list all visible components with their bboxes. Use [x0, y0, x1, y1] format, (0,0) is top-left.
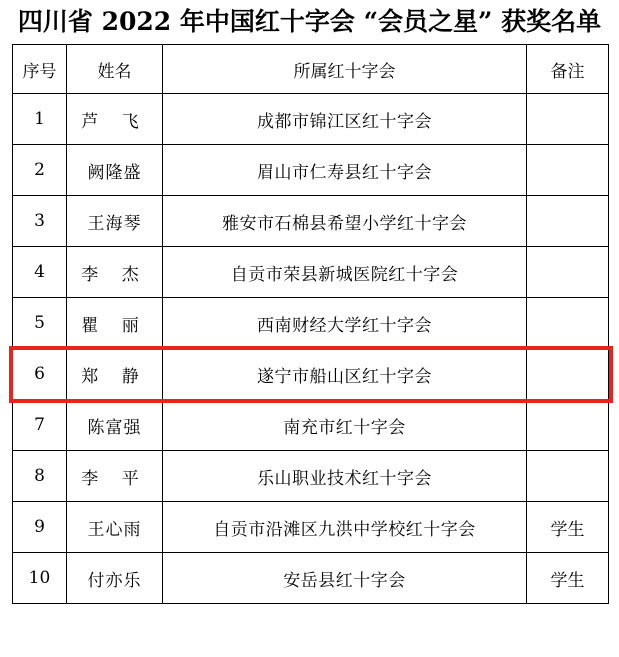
table-row — [13, 196, 609, 247]
table-row — [13, 553, 609, 604]
cell-name: 陈富强 — [67, 400, 163, 451]
column-header-org: 所属红十字会 — [163, 45, 527, 94]
column-header-name: 姓名 — [67, 45, 163, 94]
cell-name: 付亦乐 — [67, 553, 163, 604]
cell-no: 5 — [13, 298, 67, 349]
cell-name: 芦 飞 — [67, 94, 163, 145]
cell-name: 郑 静 — [67, 349, 163, 400]
cell-name: 王心雨 — [67, 502, 163, 553]
cell-note — [527, 451, 609, 502]
table-row — [13, 298, 609, 349]
page-title: 四川省 2022 年中国红十字会 “会员之星” 获奖名单 — [17, 7, 602, 36]
cell-note — [527, 196, 609, 247]
cell-note — [527, 94, 609, 145]
table-row — [13, 247, 609, 298]
cell-org: 自贡市沿滩区九洪中学校红十字会 — [163, 502, 527, 553]
table-row — [13, 451, 609, 502]
cell-org: 自贡市荣县新城医院红十字会 — [163, 247, 527, 298]
cell-org: 西南财经大学红十字会 — [163, 298, 527, 349]
cell-note: 学生 — [527, 502, 609, 553]
column-header-note: 备注 — [527, 45, 609, 94]
table-header-row — [13, 45, 609, 94]
cell-note — [527, 400, 609, 451]
table-row — [13, 94, 609, 145]
cell-name: 李 平 — [67, 451, 163, 502]
table-row — [13, 400, 609, 451]
cell-no: 10 — [13, 553, 67, 604]
table-row-highlighted — [13, 349, 609, 400]
cell-org: 雅安市石棉县希望小学红十字会 — [163, 196, 527, 247]
cell-name: 李 杰 — [67, 247, 163, 298]
cell-no: 3 — [13, 196, 67, 247]
cell-no: 4 — [13, 247, 67, 298]
cell-no: 7 — [13, 400, 67, 451]
cell-no: 2 — [13, 145, 67, 196]
cell-org: 安岳县红十字会 — [163, 553, 527, 604]
table-row — [13, 145, 609, 196]
cell-note — [527, 145, 609, 196]
cell-no: 8 — [13, 451, 67, 502]
cell-note — [527, 247, 609, 298]
cell-note — [527, 298, 609, 349]
document-page — [0, 6, 619, 657]
award-table — [12, 44, 609, 604]
table-row — [13, 502, 609, 553]
cell-no: 9 — [13, 502, 67, 553]
cell-note — [527, 349, 609, 400]
cell-org: 成都市锦江区红十字会 — [163, 94, 527, 145]
award-table-container — [12, 44, 609, 604]
cell-no: 6 — [13, 349, 67, 400]
cell-org: 眉山市仁寿县红十字会 — [163, 145, 527, 196]
cell-no: 1 — [13, 94, 67, 145]
column-header-no: 序号 — [13, 45, 67, 94]
cell-note: 学生 — [527, 553, 609, 604]
cell-name: 阙隆盛 — [67, 145, 163, 196]
cell-name: 王海琴 — [67, 196, 163, 247]
cell-name: 瞿 丽 — [67, 298, 163, 349]
cell-org: 遂宁市船山区红十字会 — [163, 349, 527, 400]
cell-org: 南充市红十字会 — [163, 400, 527, 451]
cell-org: 乐山职业技术红十字会 — [163, 451, 527, 502]
